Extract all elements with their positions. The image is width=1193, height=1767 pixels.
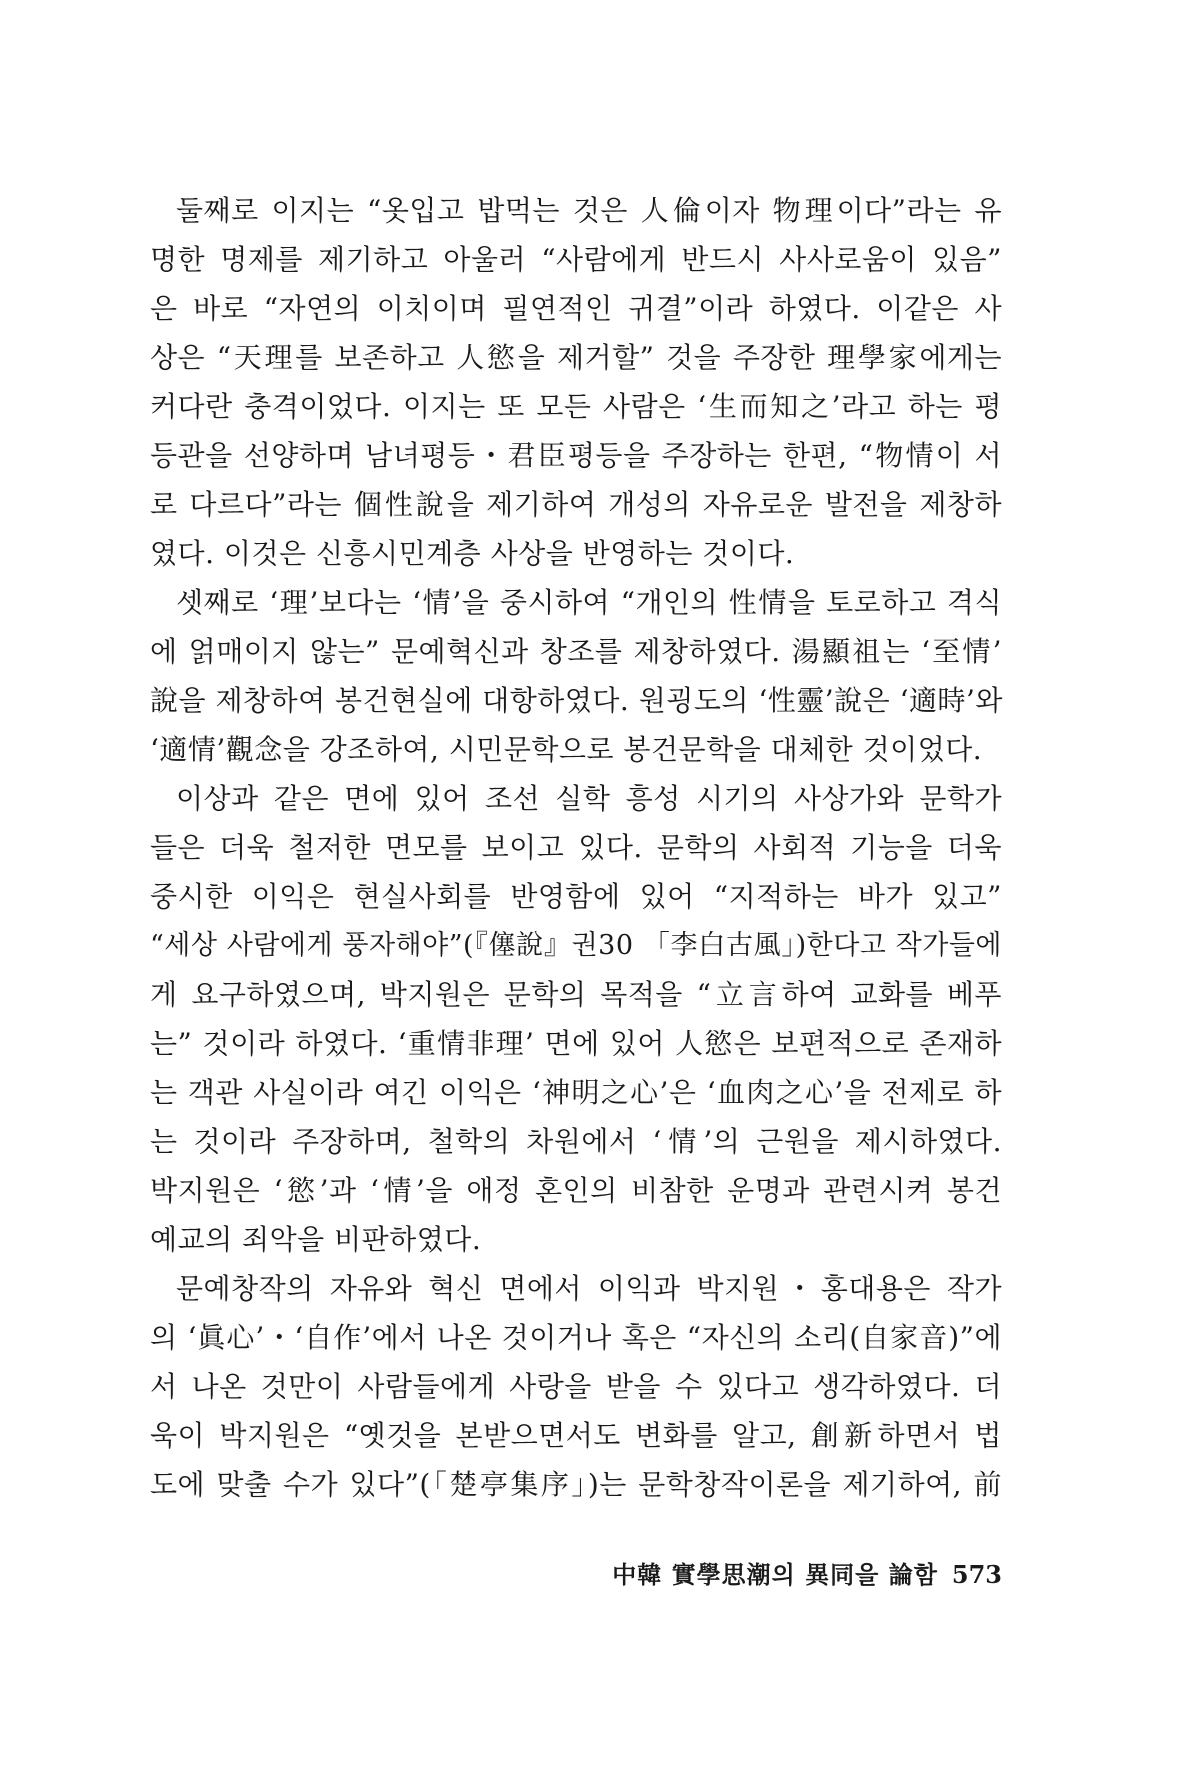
- text-line: 로 다르다”라는 個性說을 제기하여 개성의 자유로운 발전을 제창하: [150, 488, 1002, 521]
- running-head: 中韓 實學思潮의 異同을 論함: [612, 1560, 938, 1589]
- page-number: 573: [951, 1560, 1002, 1589]
- text-line: 서 나온 것만이 사람들에게 사랑을 받을 수 있다고 생각하였다. 더: [150, 1370, 1002, 1403]
- text-line: 는 것이라 주장하며, 철학의 차원에서 ‘情’의 근원을 제시하였다.: [150, 1125, 1002, 1158]
- text-line: 는” 것이라 하였다. ‘重情非理’ 면에 있어 人慾은 보편적으로 존재하: [150, 1027, 1002, 1060]
- text-line: 중시한 이익은 현실사회를 반영함에 있어 “지적하는 바가 있고”: [150, 880, 1002, 913]
- text-line: 명한 명제를 제기하고 아울러 “사람에게 반드시 사사로움이 있음”: [150, 243, 1002, 276]
- text-line: 說을 제창하여 봉건현실에 대항하였다. 원굉도의 ‘性靈’說은 ‘適時’와: [150, 684, 1003, 717]
- text-line: 욱이 박지원은 “옛것을 본받으면서도 변화를 알고, 創新하면서 법: [150, 1419, 1002, 1452]
- text-line: 커다란 충격이었다. 이지는 또 모든 사람은 ‘生而知之’라고 하는 평: [150, 390, 1002, 423]
- page-footer: [150, 1555, 1002, 1590]
- text-line: 였다. 이것은 신흥시민계층 사상을 반영하는 것이다.: [150, 537, 795, 570]
- text-line: 상은 “天理를 보존하고 人慾을 제거할” 것을 주장한 理學家에게는: [150, 341, 1002, 374]
- text-line: 문예창작의 자유와 혁신 면에서 이익과 박지원・홍대용은 작가: [176, 1272, 1002, 1305]
- body-text: [150, 186, 1002, 1509]
- text-line: 둘째로 이지는 “옷입고 밥먹는 것은 人倫이자 物理이다”라는 유: [176, 194, 1002, 227]
- text-line: 들은 더욱 철저한 면모를 보이고 있다. 문학의 사회적 기능을 더욱: [150, 831, 1002, 864]
- text-line: 예교의 죄악을 비판하였다.: [150, 1223, 482, 1256]
- text-line: 게 요구하였으며, 박지원은 문학의 목적을 “立言하여 교화를 베푸: [150, 978, 1002, 1011]
- text-line: 의 ‘眞心’・‘自作’에서 나온 것이거나 혹은 “자신의 소리(自家音)”에: [150, 1321, 1002, 1354]
- text-line: 은 바로 “자연의 이치이며 필연적인 귀결”이라 하였다. 이같은 사: [150, 292, 1002, 325]
- text-line: ‘適情’觀念을 강조하여, 시민문학으로 봉건문학을 대체한 것이었다.: [150, 733, 983, 766]
- text-line: 등관을 선양하며 남녀평등・君臣평등을 주장하는 한편, “物情이 서: [150, 439, 1002, 472]
- text-line: 도에 맞출 수가 있다”(「楚亭集序」)는 문학창작이론을 제기하여, 前: [150, 1468, 1002, 1501]
- text-line: 박지원은 ‘慾’과 ‘情’을 애정 혼인의 비참한 운명과 관련시켜 봉건: [150, 1174, 1002, 1207]
- text-line: “세상 사람에게 풍자해야”(『僿說』권30 「李白古風」)한다고 작가들에: [150, 930, 1002, 961]
- text-line: 는 객관 사실이라 여긴 이익은 ‘神明之心’은 ‘血肉之心’을 전제로 하: [150, 1076, 1002, 1109]
- text-line: 이상과 같은 면에 있어 조선 실학 흥성 시기의 사상가와 문학가: [176, 782, 1002, 815]
- text-line: 에 얽매이지 않는” 문예혁신과 창조를 제창하였다. 湯顯祖는 ‘至情’: [150, 635, 1002, 668]
- text-line: 셋째로 ‘理’보다는 ‘情’을 중시하여 “개인의 性情을 토로하고 격식: [176, 586, 1002, 619]
